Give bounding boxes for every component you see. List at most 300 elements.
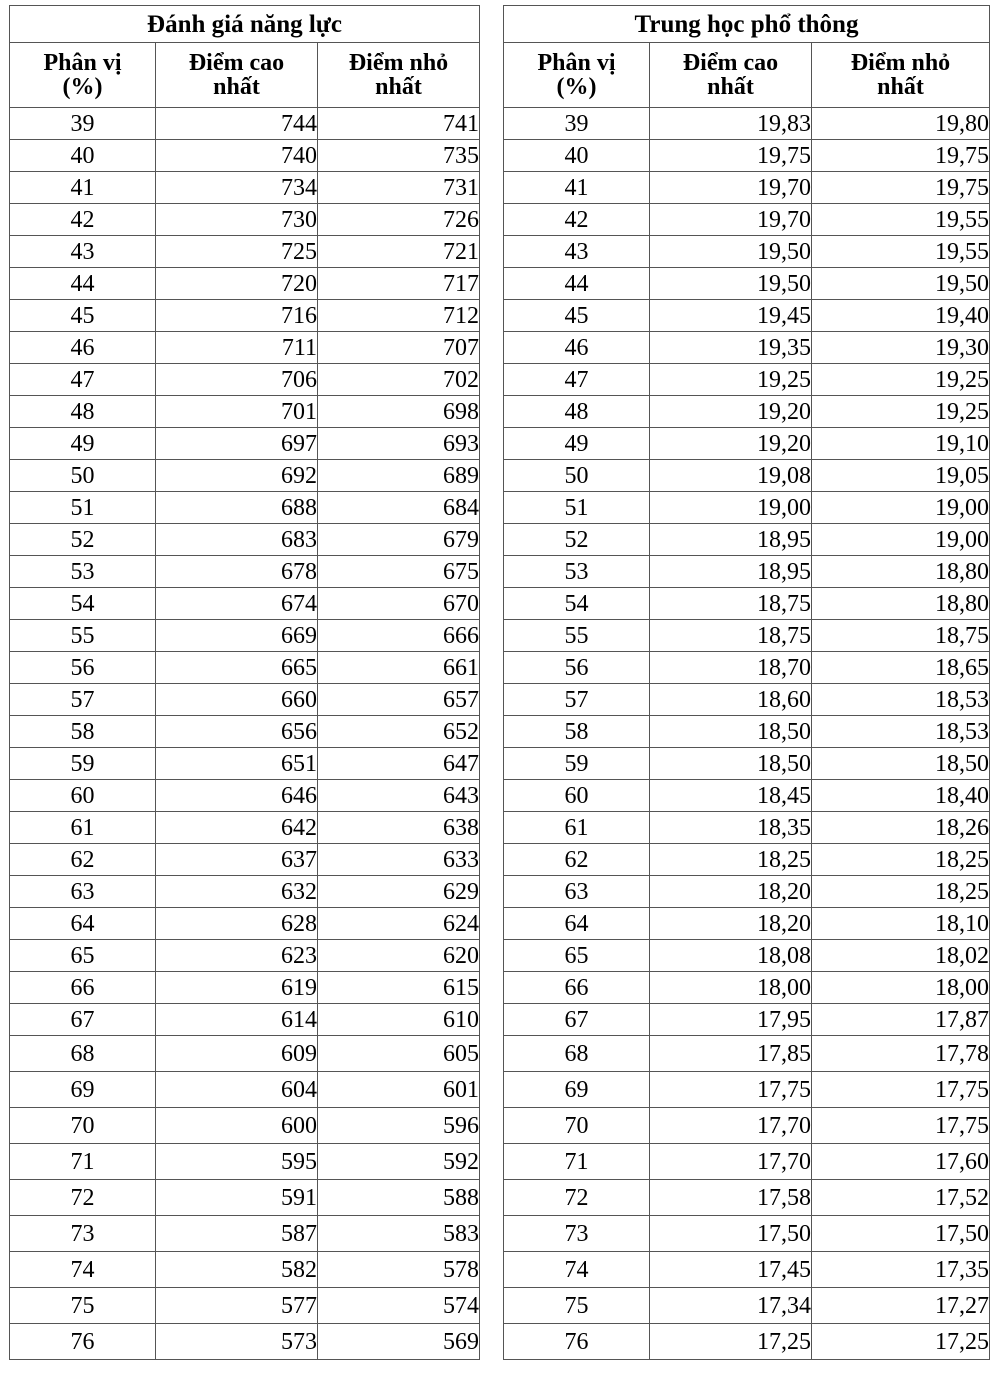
percentile-cell: 56	[504, 652, 650, 684]
header-text: Phân vị (%)	[537, 50, 616, 100]
table-row	[10, 972, 480, 1004]
min-score-cell: 657	[318, 684, 480, 716]
header-text: Điểm cao nhất	[682, 50, 779, 100]
min-score-cell: 652	[318, 716, 480, 748]
table-row	[10, 204, 480, 236]
table-row	[10, 780, 480, 812]
percentile-cell: 71	[10, 1144, 156, 1180]
percentile-cell: 51	[504, 492, 650, 524]
percentile-cell: 74	[10, 1252, 156, 1288]
min-score-cell: 689	[318, 460, 480, 492]
table-row	[10, 1252, 480, 1288]
percentile-cell: 40	[10, 140, 156, 172]
table-row	[10, 748, 480, 780]
min-score-cell: 19,55	[812, 204, 990, 236]
percentile-cell: 66	[10, 972, 156, 1004]
min-score-cell: 629	[318, 876, 480, 908]
table-row	[504, 1324, 990, 1360]
min-score-cell: 18,02	[812, 940, 990, 972]
min-score-cell: 675	[318, 556, 480, 588]
max-score-cell: 600	[156, 1108, 318, 1144]
max-score-cell: 706	[156, 364, 318, 396]
min-score-cell: 596	[318, 1108, 480, 1144]
min-score-cell: 17,52	[812, 1180, 990, 1216]
table-row	[504, 140, 990, 172]
max-score-cell: 18,50	[650, 748, 812, 780]
min-score-cell: 684	[318, 492, 480, 524]
thpt-body	[504, 108, 990, 1360]
min-score-cell: 610	[318, 1004, 480, 1036]
table-row	[504, 492, 990, 524]
max-score-cell: 595	[156, 1144, 318, 1180]
table-row	[10, 524, 480, 556]
max-score-cell: 623	[156, 940, 318, 972]
table-row	[10, 1072, 480, 1108]
max-score-cell: 18,95	[650, 524, 812, 556]
min-score-cell: 17,35	[812, 1252, 990, 1288]
table-row	[10, 908, 480, 940]
percentile-cell: 60	[10, 780, 156, 812]
table-row	[504, 460, 990, 492]
min-score-cell: 19,00	[812, 524, 990, 556]
min-score-cell: 624	[318, 908, 480, 940]
percentile-cell: 71	[504, 1144, 650, 1180]
percentile-cell: 45	[504, 300, 650, 332]
min-score-cell: 717	[318, 268, 480, 300]
min-score-cell: 633	[318, 844, 480, 876]
table-row	[10, 1108, 480, 1144]
table-row	[504, 1004, 990, 1036]
table-row	[504, 748, 990, 780]
max-score-cell: 19,50	[650, 236, 812, 268]
max-score-cell: 744	[156, 108, 318, 140]
min-score-cell: 19,80	[812, 108, 990, 140]
table-row	[10, 1004, 480, 1036]
min-score-cell: 19,00	[812, 492, 990, 524]
min-score-cell: 18,53	[812, 716, 990, 748]
table-row	[504, 1180, 990, 1216]
table-row	[504, 108, 990, 140]
table-row	[10, 364, 480, 396]
percentile-cell: 44	[10, 268, 156, 300]
table-row	[10, 332, 480, 364]
percentile-cell: 69	[504, 1072, 650, 1108]
min-score-cell: 735	[318, 140, 480, 172]
percentile-cell: 53	[10, 556, 156, 588]
table-row	[504, 1072, 990, 1108]
max-score-cell: 17,58	[650, 1180, 812, 1216]
percentile-cell: 61	[10, 812, 156, 844]
dgnl-header-min	[318, 43, 480, 108]
max-score-cell: 19,20	[650, 428, 812, 460]
percentile-cell: 39	[10, 108, 156, 140]
max-score-cell: 17,75	[650, 1072, 812, 1108]
max-score-cell: 19,20	[650, 396, 812, 428]
max-score-cell: 711	[156, 332, 318, 364]
table-row	[504, 1288, 990, 1324]
percentile-cell: 65	[10, 940, 156, 972]
max-score-cell: 19,00	[650, 492, 812, 524]
table-row	[10, 428, 480, 460]
percentile-cell: 48	[10, 396, 156, 428]
dgnl-header-percentile	[10, 43, 156, 108]
min-score-cell: 615	[318, 972, 480, 1004]
max-score-cell: 18,75	[650, 620, 812, 652]
min-score-cell: 19,55	[812, 236, 990, 268]
max-score-cell: 19,50	[650, 268, 812, 300]
max-score-cell: 17,50	[650, 1216, 812, 1252]
min-score-cell: 19,05	[812, 460, 990, 492]
percentile-cell: 59	[10, 748, 156, 780]
percentile-cell: 45	[10, 300, 156, 332]
min-score-cell: 19,10	[812, 428, 990, 460]
percentile-cell: 64	[10, 908, 156, 940]
table-row	[10, 396, 480, 428]
max-score-cell: 18,25	[650, 844, 812, 876]
max-score-cell: 734	[156, 172, 318, 204]
max-score-cell: 637	[156, 844, 318, 876]
min-score-cell: 679	[318, 524, 480, 556]
min-score-cell: 698	[318, 396, 480, 428]
max-score-cell: 18,35	[650, 812, 812, 844]
min-score-cell: 569	[318, 1324, 480, 1360]
percentile-cell: 52	[504, 524, 650, 556]
max-score-cell: 19,83	[650, 108, 812, 140]
max-score-cell: 646	[156, 780, 318, 812]
max-score-cell: 18,60	[650, 684, 812, 716]
min-score-cell: 17,25	[812, 1324, 990, 1360]
percentile-cell: 52	[10, 524, 156, 556]
table-row	[504, 716, 990, 748]
percentile-cell: 46	[10, 332, 156, 364]
min-score-cell: 17,87	[812, 1004, 990, 1036]
min-score-cell: 721	[318, 236, 480, 268]
percentile-cell: 72	[10, 1180, 156, 1216]
table-row	[504, 812, 990, 844]
percentile-cell: 42	[504, 204, 650, 236]
max-score-cell: 609	[156, 1036, 318, 1072]
max-score-cell: 18,50	[650, 716, 812, 748]
percentile-cell: 76	[10, 1324, 156, 1360]
percentile-cell: 67	[504, 1004, 650, 1036]
table-row	[504, 364, 990, 396]
percentile-cell: 57	[10, 684, 156, 716]
min-score-cell: 605	[318, 1036, 480, 1072]
percentile-cell: 76	[504, 1324, 650, 1360]
percentile-cell: 73	[504, 1216, 650, 1252]
table-row	[504, 396, 990, 428]
table-row	[10, 940, 480, 972]
dgnl-title: Đánh giá năng lực	[10, 6, 480, 43]
max-score-cell: 18,00	[650, 972, 812, 1004]
min-score-cell: 583	[318, 1216, 480, 1252]
max-score-cell: 688	[156, 492, 318, 524]
percentile-cell: 41	[504, 172, 650, 204]
min-score-cell: 578	[318, 1252, 480, 1288]
percentile-cell: 51	[10, 492, 156, 524]
table-row	[504, 1108, 990, 1144]
min-score-cell: 18,25	[812, 844, 990, 876]
percentile-cell: 43	[10, 236, 156, 268]
max-score-cell: 18,20	[650, 876, 812, 908]
percentile-cell: 54	[10, 588, 156, 620]
min-score-cell: 638	[318, 812, 480, 844]
thpt-title: Trung học phổ thông	[504, 6, 990, 43]
percentile-cell: 53	[504, 556, 650, 588]
max-score-cell: 740	[156, 140, 318, 172]
table-row	[10, 300, 480, 332]
table-row	[10, 492, 480, 524]
percentile-cell: 69	[10, 1072, 156, 1108]
min-score-cell: 18,50	[812, 748, 990, 780]
table-row	[504, 780, 990, 812]
table-row	[504, 1036, 990, 1072]
table-row	[504, 204, 990, 236]
percentile-cell: 70	[10, 1108, 156, 1144]
percentile-cell: 74	[504, 1252, 650, 1288]
max-score-cell: 19,75	[650, 140, 812, 172]
max-score-cell: 17,70	[650, 1108, 812, 1144]
max-score-cell: 17,95	[650, 1004, 812, 1036]
max-score-cell: 577	[156, 1288, 318, 1324]
max-score-cell: 660	[156, 684, 318, 716]
percentile-cell: 63	[10, 876, 156, 908]
percentile-cell: 57	[504, 684, 650, 716]
table-row	[504, 1144, 990, 1180]
min-score-cell: 588	[318, 1180, 480, 1216]
max-score-cell: 720	[156, 268, 318, 300]
percentile-cell: 68	[10, 1036, 156, 1072]
max-score-cell: 697	[156, 428, 318, 460]
max-score-cell: 665	[156, 652, 318, 684]
max-score-cell: 18,08	[650, 940, 812, 972]
table-row	[10, 620, 480, 652]
percentile-cell: 54	[504, 588, 650, 620]
percentile-cell: 41	[10, 172, 156, 204]
min-score-cell: 670	[318, 588, 480, 620]
table-row	[10, 1036, 480, 1072]
min-score-cell: 18,75	[812, 620, 990, 652]
header-text: Điểm cao nhất	[188, 50, 285, 100]
max-score-cell: 19,70	[650, 172, 812, 204]
min-score-cell: 17,75	[812, 1108, 990, 1144]
max-score-cell: 18,70	[650, 652, 812, 684]
max-score-cell: 628	[156, 908, 318, 940]
table-row	[10, 460, 480, 492]
max-score-cell: 730	[156, 204, 318, 236]
thpt-header-max	[650, 43, 812, 108]
table-row	[504, 876, 990, 908]
min-score-cell: 18,40	[812, 780, 990, 812]
min-score-cell: 712	[318, 300, 480, 332]
percentile-cell: 72	[504, 1180, 650, 1216]
min-score-cell: 726	[318, 204, 480, 236]
max-score-cell: 656	[156, 716, 318, 748]
max-score-cell: 573	[156, 1324, 318, 1360]
max-score-cell: 619	[156, 972, 318, 1004]
min-score-cell: 17,50	[812, 1216, 990, 1252]
percentile-cell: 56	[10, 652, 156, 684]
max-score-cell: 17,34	[650, 1288, 812, 1324]
percentile-cell: 66	[504, 972, 650, 1004]
max-score-cell: 18,95	[650, 556, 812, 588]
min-score-cell: 18,10	[812, 908, 990, 940]
percentile-cell: 49	[10, 428, 156, 460]
thpt-header-percentile	[504, 43, 650, 108]
table-row	[10, 172, 480, 204]
table-row	[10, 1288, 480, 1324]
table-row	[10, 876, 480, 908]
percentile-cell: 42	[10, 204, 156, 236]
dgnl-body	[10, 108, 480, 1360]
max-score-cell: 632	[156, 876, 318, 908]
table-row	[10, 684, 480, 716]
min-score-cell: 18,25	[812, 876, 990, 908]
percentile-cell: 55	[10, 620, 156, 652]
max-score-cell: 19,45	[650, 300, 812, 332]
max-score-cell: 725	[156, 236, 318, 268]
table-row	[10, 556, 480, 588]
percentile-cell: 75	[10, 1288, 156, 1324]
table-row	[504, 428, 990, 460]
max-score-cell: 17,25	[650, 1324, 812, 1360]
table-row	[504, 1216, 990, 1252]
percentile-cell: 50	[10, 460, 156, 492]
min-score-cell: 19,40	[812, 300, 990, 332]
percentile-cell: 44	[504, 268, 650, 300]
table-row	[504, 300, 990, 332]
percentile-cell: 46	[504, 332, 650, 364]
min-score-cell: 601	[318, 1072, 480, 1108]
min-score-cell: 18,00	[812, 972, 990, 1004]
table-row	[504, 652, 990, 684]
percentile-cell: 64	[504, 908, 650, 940]
min-score-cell: 19,75	[812, 140, 990, 172]
percentile-cell: 58	[10, 716, 156, 748]
min-score-cell: 731	[318, 172, 480, 204]
table-row	[504, 620, 990, 652]
percentile-cell: 70	[504, 1108, 650, 1144]
percentile-cell: 60	[504, 780, 650, 812]
min-score-cell: 19,25	[812, 364, 990, 396]
min-score-cell: 19,75	[812, 172, 990, 204]
percentile-cell: 73	[10, 1216, 156, 1252]
table-row	[10, 1216, 480, 1252]
min-score-cell: 17,60	[812, 1144, 990, 1180]
table-row	[10, 652, 480, 684]
max-score-cell: 18,75	[650, 588, 812, 620]
table-row	[10, 812, 480, 844]
table-row	[504, 556, 990, 588]
max-score-cell: 701	[156, 396, 318, 428]
percentile-cell: 68	[504, 1036, 650, 1072]
table-row	[504, 1252, 990, 1288]
header-text: Điểm nhỏ nhất	[850, 50, 951, 100]
min-score-cell: 661	[318, 652, 480, 684]
percentile-cell: 67	[10, 1004, 156, 1036]
min-score-cell: 17,27	[812, 1288, 990, 1324]
max-score-cell: 692	[156, 460, 318, 492]
min-score-cell: 18,80	[812, 588, 990, 620]
max-score-cell: 651	[156, 748, 318, 780]
min-score-cell: 19,30	[812, 332, 990, 364]
table-row	[504, 940, 990, 972]
table-row	[504, 332, 990, 364]
max-score-cell: 716	[156, 300, 318, 332]
percentile-cell: 39	[504, 108, 650, 140]
dgnl-header-max	[156, 43, 318, 108]
percentile-cell: 43	[504, 236, 650, 268]
max-score-cell: 19,70	[650, 204, 812, 236]
percentile-cell: 61	[504, 812, 650, 844]
percentile-cell: 49	[504, 428, 650, 460]
max-score-cell: 669	[156, 620, 318, 652]
table-row	[10, 1144, 480, 1180]
table-row	[10, 1324, 480, 1360]
table-row	[504, 172, 990, 204]
percentile-cell: 62	[504, 844, 650, 876]
thpt-header-min	[812, 43, 990, 108]
min-score-cell: 19,50	[812, 268, 990, 300]
min-score-cell: 707	[318, 332, 480, 364]
header-text: Phân vị (%)	[43, 50, 122, 100]
max-score-cell: 587	[156, 1216, 318, 1252]
table-row	[10, 1180, 480, 1216]
table-row	[10, 268, 480, 300]
max-score-cell: 19,08	[650, 460, 812, 492]
max-score-cell: 17,70	[650, 1144, 812, 1180]
min-score-cell: 647	[318, 748, 480, 780]
min-score-cell: 18,65	[812, 652, 990, 684]
max-score-cell: 674	[156, 588, 318, 620]
min-score-cell: 741	[318, 108, 480, 140]
max-score-cell: 683	[156, 524, 318, 556]
min-score-cell: 18,53	[812, 684, 990, 716]
min-score-cell: 19,25	[812, 396, 990, 428]
table-row	[504, 972, 990, 1004]
percentile-cell: 40	[504, 140, 650, 172]
table-row	[504, 844, 990, 876]
max-score-cell: 642	[156, 812, 318, 844]
percentile-cell: 59	[504, 748, 650, 780]
max-score-cell: 614	[156, 1004, 318, 1036]
table-row	[10, 236, 480, 268]
table-row	[504, 524, 990, 556]
thpt-table	[503, 5, 990, 1360]
percentile-cell: 63	[504, 876, 650, 908]
table-row	[10, 844, 480, 876]
percentile-cell: 62	[10, 844, 156, 876]
table-row	[504, 908, 990, 940]
max-score-cell: 582	[156, 1252, 318, 1288]
max-score-cell: 17,85	[650, 1036, 812, 1072]
table-row	[504, 684, 990, 716]
max-score-cell: 19,25	[650, 364, 812, 396]
max-score-cell: 591	[156, 1180, 318, 1216]
table-row	[504, 268, 990, 300]
percentile-cell: 65	[504, 940, 650, 972]
min-score-cell: 574	[318, 1288, 480, 1324]
percentile-cell: 75	[504, 1288, 650, 1324]
min-score-cell: 620	[318, 940, 480, 972]
min-score-cell: 643	[318, 780, 480, 812]
min-score-cell: 702	[318, 364, 480, 396]
table-row	[504, 236, 990, 268]
table-row	[10, 716, 480, 748]
min-score-cell: 693	[318, 428, 480, 460]
min-score-cell: 18,26	[812, 812, 990, 844]
header-text: Điểm nhỏ nhất	[348, 50, 449, 100]
